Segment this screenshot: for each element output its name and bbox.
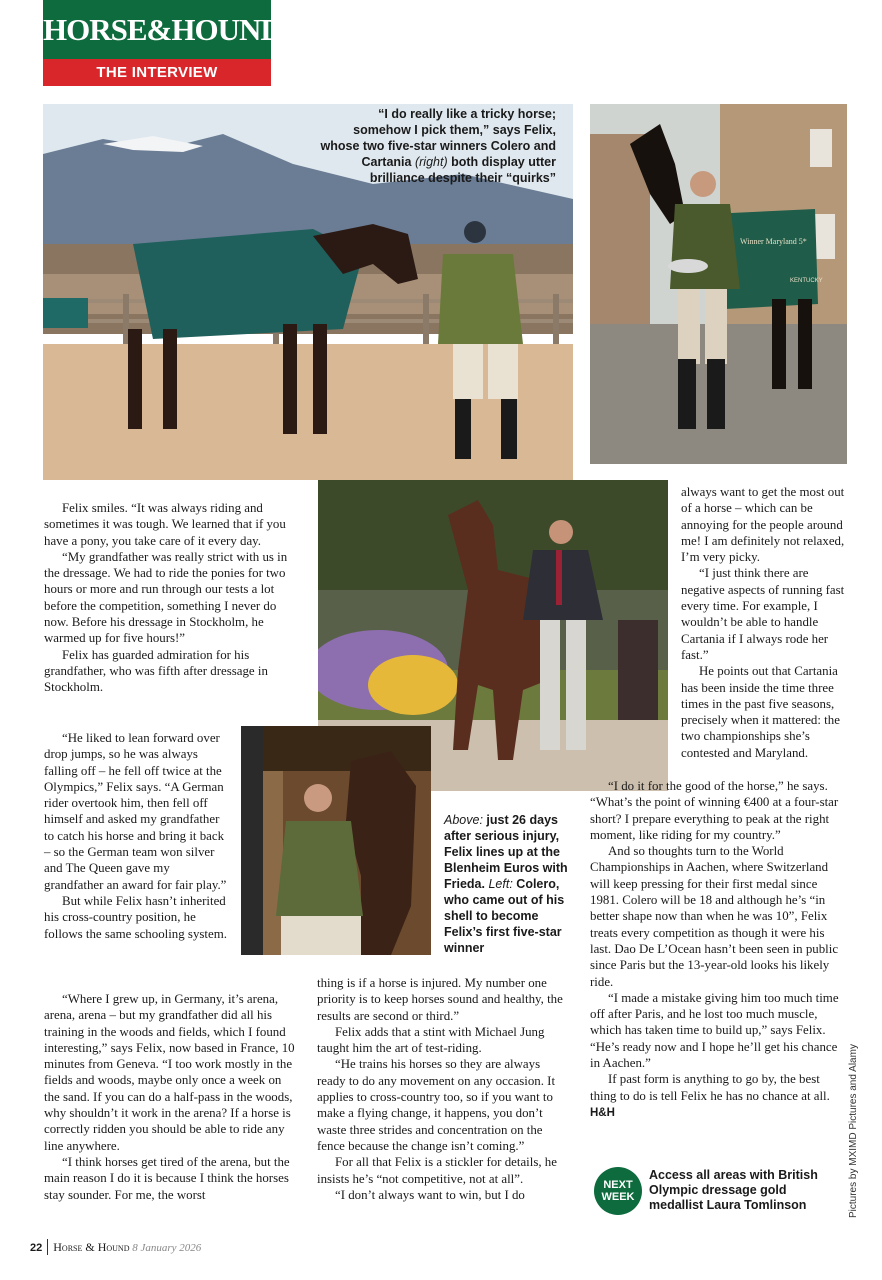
column-2 (317, 975, 569, 1203)
col3-p5: And so thoughts turn to the World Championships in Aachen, where Switzerland will keep pressing for their first medal since 1981. Colero will be 18 and although he’s “in better shape now than when he was 10”, Felix treats every competition as though it were his last. Dao De L’Ocean hasn’t been seen in public since Paris but the 13-year-old looks his likely ride. (590, 844, 839, 989)
caption-top-text: “I do really like a tricky horse; somehow I pick them,” says Felix, whose two five-star winners Colero and Cartania (320, 107, 556, 169)
winner-scene (590, 104, 847, 464)
section-label: THE INTERVIEW (43, 59, 271, 86)
caption-top-italic: (right) (414, 155, 448, 169)
caption-top (318, 106, 556, 186)
col1-p7: “I think horses get tired of the arena, but the main reason I do it is because I think the horses stay sounder. For me, the worst (44, 1154, 290, 1202)
col1-p1: Felix smiles. “It was always riding and sometimes it was tough. We learned that if you have a pony, you take care of it every day. (44, 501, 286, 548)
col1-p6: “Where I grew up, in Germany, it’s arena, arena, arena – but my grandfather did all his training in the woods and fields, which I found interesting,” says Felix, now based in France, 10 minutes from Geneva. “I too work mostly in the fields and woods, maybe only once a week on the sand. If you can do a half-pass in the woods, why shouldn’t it work in the arena? If a horse is correctly ridden you should be able to ride any line anywhere. (44, 992, 295, 1153)
col1-p5: But while Felix hasn’t inherited his cross-country position, he follows the same schooling system. (44, 893, 227, 941)
col3-p6: “I made a mistake giving him too much time off after Paris, and he lost too much muscle, which has taken time to build up,” says Felix. “He’s ready now and I hope he’ll get his chance in Aachen.” (590, 990, 839, 1071)
next-week-badge (594, 1167, 642, 1215)
caption-mid-label2: Left: (488, 877, 513, 891)
stable-scene (241, 726, 431, 955)
caption-mid-label: Above: (444, 813, 483, 827)
column-3-narrow (681, 484, 847, 761)
photo-stable (241, 726, 431, 955)
col2-p1: thing is if a horse is injured. My number one priority is to keep horses sound and healthy, the results are second or third.” (317, 976, 563, 1023)
col3-p3: He points out that Cartania has been inside the time three times in the past five seasons, precisely when it mattered: the two championships she’s contested and Maryland. (681, 664, 840, 760)
signoff: H&H (590, 1106, 615, 1119)
column-1-narrow (44, 730, 232, 942)
column-3-wide (590, 778, 847, 1121)
page-number: 22 (30, 1242, 43, 1254)
footer-divider (47, 1239, 48, 1255)
photo-winner (590, 104, 847, 464)
footer (30, 1238, 201, 1256)
footer-date: 8 January 2026 (132, 1242, 202, 1254)
col1-p4: “He liked to lean forward over drop jumps, so he was always falling off – he fell off twice at the Olympics,” Felix says. “A German rider overtook him, then fell off himself and asked my grandfather to catch his horse and bring it back – so the German team won silver and The Queen gave my grandfather an award for fair play.” (44, 731, 227, 892)
column-1-bottom (44, 991, 300, 1203)
col1-p3: Felix has guarded admiration for his grandfather, who was fifth after dressage in Stockholm. (44, 647, 268, 695)
col3-p7-text: If past form is anything to go by, the best thing to do is tell Felix he has no chance at all. (590, 1072, 830, 1103)
col2-p4: For all that Felix is a stickler for details, he insists he’s “not competitive, not at all”. (317, 1155, 557, 1186)
next-week-teaser: Access all areas with British Olympic dressage gold medallist Laura Tomlinson (649, 1168, 818, 1212)
col1-p2: “My grandfather was really strict with us in the dressage. We had to ride the ponies for two hours or more and run through our tests a lot before the competition, something I never do now. Before his dressage in Stockholm, he warmed up for five hours!” (44, 549, 288, 646)
caption-mid-a: just 26 days after serious injury, Felix lines up at the Blenheim Euros with Frieda. (444, 813, 568, 891)
next-week-badge-text: NEXT WEEK (601, 1179, 635, 1203)
photo-credit: Pictures by MXIMD Pictures and Alamy (848, 1044, 859, 1218)
footer-publication: Horse & Hound (53, 1240, 130, 1254)
rug-text: Winner Maryland 5* (740, 237, 807, 246)
col2-p3: “He trains his horses so they are always ready to do any movement on any occasion. It applies to cross-country too, so if you want to make a flying change, it happens, you don’t waste three strides and concentration on the fence because the change isn’t coming.” (317, 1057, 556, 1153)
column-1-top (44, 500, 288, 696)
col2-p5: “I don’t always want to win, but I do (335, 1187, 525, 1202)
col3-p1: always want to get the most out of a horse – which can be annoying for the people around me! I am definitely not relaxed, I’m very picky. (681, 485, 845, 565)
col2-p2: Felix adds that a stint with Michael Jung taught him the art of test-riding. (317, 1024, 545, 1056)
col3-p7 (590, 1071, 847, 1121)
caption-top-end: both display utter brilliance despite their “quirks” (369, 155, 556, 185)
rug-brand: KENTUCKY (790, 278, 823, 284)
brand-logo: HORSE&HOUND (43, 0, 271, 59)
masthead (43, 0, 282, 86)
caption-mid-b: Colero, who came out of his shell to become Felix’s first five-star winner (444, 877, 565, 955)
col3-p2: “I just think there are negative aspects of running fast every time. For example, I wouldn’t be able to handle Cartania if I always rode her fast.” (681, 566, 845, 662)
col3-p4: “I do it for the good of the horse,” he says. “What’s the point of winning €400 at a four-star short? I prepare everything to peak at the right moment, like riding for my country.” (590, 779, 839, 842)
caption-mid (444, 812, 579, 956)
